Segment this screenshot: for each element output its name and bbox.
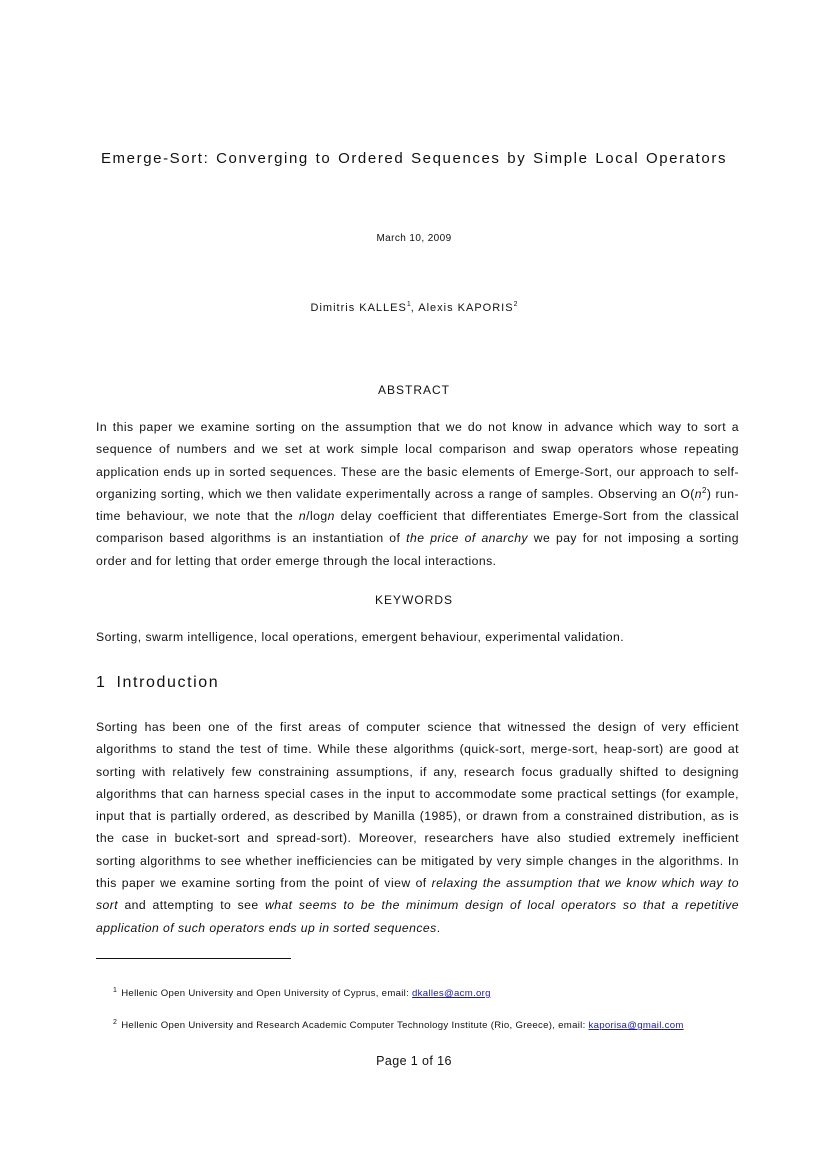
abstract-heading: ABSTRACT (377, 383, 450, 397)
footnote-divider (96, 958, 291, 959)
footnote-text: Hellenic Open University and Open University of Cyprus, email: (121, 988, 413, 999)
abstract-text: /log (306, 509, 328, 524)
author-footnote-mark: 2 (513, 301, 518, 308)
math-variable: n (694, 486, 702, 501)
keywords-heading: KEYWORDS (374, 593, 453, 607)
intro-emphasis: relaxing the assumption that we know which way to sort (96, 876, 739, 913)
email-link[interactable]: kaporisa@gmail.com (588, 1020, 684, 1031)
footnote-1 (113, 988, 491, 999)
author-footnote-mark: 1 (406, 301, 411, 308)
math-exponent: 2 (702, 485, 707, 495)
abstract-text: ) run-time behaviour, we note that the (96, 486, 739, 524)
paper-date: March 10, 2009 (376, 233, 452, 244)
introduction-paragraph (96, 716, 739, 939)
footnote-mark: 2 (113, 1019, 118, 1026)
section-number: 1 (96, 674, 107, 691)
author-separator: , (410, 302, 419, 314)
intro-text: . (436, 920, 441, 935)
keywords-text: Sorting, swarm intelligence, local operations, emergent behaviour, experimental validation. (96, 630, 625, 644)
abstract-text: we pay for not imposing a sorting order and for letting that order emerge through the local interactions. (96, 531, 739, 568)
section-heading (96, 674, 219, 692)
section-title: Introduction (116, 674, 220, 691)
paper-title: Emerge-Sort: Converging to Ordered Sequences by Simple Local Operators (100, 150, 728, 167)
abstract-text: In this paper we examine sorting on the assumption that we do not know in advance which way to sort a sequence of numbers and we set at work simple local comparison and swap operators whose repeating application ends up in sorted sequences. These are the basic elements of Emerge-Sort, our approach to self-organizing sorting, which we then validate experimentally across a range of samples. Observing an O( (96, 420, 739, 501)
email-link[interactable]: dkalles@acm.org (412, 988, 491, 999)
abstract-paragraph (96, 416, 739, 572)
footnote-text: Hellenic Open University and Research Academic Computer Technology Institute (Rio, Greece), email: (121, 1020, 589, 1031)
author-name: Dimitris KALLES (310, 302, 407, 314)
abstract-emphasis: the price of anarchy (406, 531, 528, 546)
intro-text: Sorting has been one of the first areas of computer science that witnessed the design of very efficient algorithms to stand the test of time. While these algorithms (quick-sort, merge-sort, heap-sort) are good at sorting with relatively few constraining assumptions, if any, research focus gradually shifted to designing algorithms that can harness special cases in the input to accommodate some practical settings (for example, input that is partially ordered, as described by Manilla (1985), or drawn from a constrained distribution, as is the case in bucket-sort and spread-sort). Moreover, researchers have also studied extremely inefficient sorting algorithms to see whether inefficiencies can be mitigated by very simple changes in the algorithms. In this paper we examine sorting from the point of view of (96, 720, 739, 891)
math-variable: n (327, 509, 335, 524)
author-line (0, 302, 828, 314)
author-name: Alexis KAPORIS (418, 302, 514, 314)
page-number: Page 1 of 16 (376, 1054, 452, 1068)
footnote-mark: 1 (113, 987, 118, 994)
abstract-text: delay coefficient that differentiates Emerge-Sort from the classical comparison based algorithms is an instantiation of (96, 509, 739, 546)
intro-text: and attempting to see (118, 898, 265, 913)
intro-emphasis: what seems to be the minimum design of local operators so that a repetitive application of such operators ends up in sorted sequences (96, 898, 740, 935)
math-variable: n (298, 509, 307, 524)
footnote-2 (113, 1020, 684, 1031)
